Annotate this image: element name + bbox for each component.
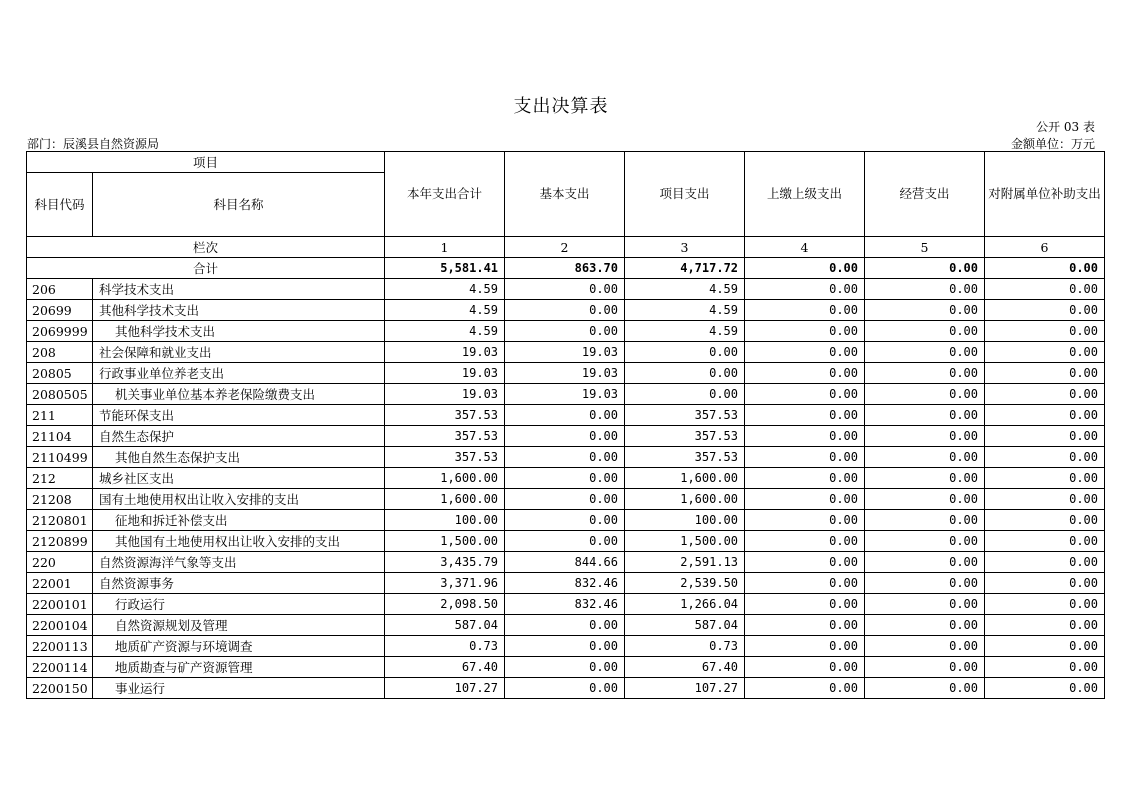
- amount-cell: 4.59: [625, 300, 745, 321]
- amount-cell: 0.00: [985, 510, 1105, 531]
- total-value: 863.70: [505, 258, 625, 279]
- subject-name: 地质勘查与矿产资源管理: [93, 657, 385, 678]
- amount-cell: 0.00: [505, 489, 625, 510]
- subject-name: 行政事业单位养老支出: [93, 363, 385, 384]
- page-title: 支出决算表: [513, 96, 609, 117]
- subject-name: 行政运行: [93, 594, 385, 615]
- amount-cell: 0.00: [985, 363, 1105, 384]
- amount-cell: 67.40: [625, 657, 745, 678]
- subject-code: 21208: [27, 489, 93, 510]
- amount-cell: 19.03: [505, 384, 625, 405]
- table-row: [27, 279, 1105, 300]
- amount-cell: 0.73: [625, 636, 745, 657]
- amount-cell: 587.04: [385, 615, 505, 636]
- subject-code: 21104: [27, 426, 93, 447]
- subject-code: 206: [27, 279, 93, 300]
- column-number: 5: [865, 237, 985, 258]
- amount-cell: 100.00: [385, 510, 505, 531]
- amount-cell: 0.00: [865, 510, 985, 531]
- amount-cell: 0.00: [745, 468, 865, 489]
- amount-cell: 0.00: [865, 279, 985, 300]
- amount-cell: 107.27: [625, 678, 745, 699]
- amount-cell: 0.00: [745, 615, 865, 636]
- department-label: 部门：辰溪县自然资源局: [27, 137, 160, 151]
- table-row: [27, 636, 1105, 657]
- table-row: [27, 363, 1105, 384]
- amount-cell: 0.00: [505, 657, 625, 678]
- subject-code: 2200113: [27, 636, 93, 657]
- amount-cell: 0.00: [505, 615, 625, 636]
- amount-cell: 1,600.00: [385, 489, 505, 510]
- amount-cell: 0.00: [745, 678, 865, 699]
- header-name: 科目名称: [93, 173, 385, 237]
- table-row: [27, 573, 1105, 594]
- subject-name: 社会保障和就业支出: [93, 342, 385, 363]
- total-row: [27, 258, 1105, 279]
- amount-cell: 0.00: [985, 405, 1105, 426]
- column-number: 3: [625, 237, 745, 258]
- amount-cell: 0.00: [985, 426, 1105, 447]
- table-row: [27, 300, 1105, 321]
- subject-code: 208: [27, 342, 93, 363]
- table-row: [27, 468, 1105, 489]
- total-value: 4,717.72: [625, 258, 745, 279]
- table-row: [27, 321, 1105, 342]
- amount-cell: 0.00: [505, 678, 625, 699]
- total-value: 0.00: [865, 258, 985, 279]
- amount-cell: 0.00: [985, 573, 1105, 594]
- amount-cell: 0.00: [865, 594, 985, 615]
- header-upper-payment: 上缴上级支出: [745, 152, 865, 237]
- amount-cell: 0.00: [865, 426, 985, 447]
- table-row: [27, 447, 1105, 468]
- amount-cell: 832.46: [505, 573, 625, 594]
- subject-code: 2120899: [27, 531, 93, 552]
- amount-cell: 0.00: [505, 510, 625, 531]
- amount-cell: 0.00: [745, 489, 865, 510]
- amount-cell: 0.00: [865, 468, 985, 489]
- expenditure-table: [26, 151, 1105, 699]
- subject-name: 自然资源规划及管理: [93, 615, 385, 636]
- amount-cell: 0.00: [985, 342, 1105, 363]
- amount-cell: 0.00: [745, 279, 865, 300]
- subject-name: 其他自然生态保护支出: [93, 447, 385, 468]
- amount-cell: 0.00: [985, 447, 1105, 468]
- amount-cell: 1,600.00: [385, 468, 505, 489]
- subject-code: 22001: [27, 573, 93, 594]
- amount-cell: 0.00: [865, 573, 985, 594]
- amount-cell: 0.00: [865, 489, 985, 510]
- subject-name: 机关事业单位基本养老保险缴费支出: [93, 384, 385, 405]
- amount-cell: 2,539.50: [625, 573, 745, 594]
- amount-cell: 0.00: [505, 321, 625, 342]
- amount-cell: 1,600.00: [625, 468, 745, 489]
- subject-code: 2110499: [27, 447, 93, 468]
- amount-cell: 0.00: [505, 531, 625, 552]
- amount-cell: 0.00: [505, 636, 625, 657]
- amount-cell: 0.00: [865, 636, 985, 657]
- table-row: [27, 615, 1105, 636]
- table-row: [27, 426, 1105, 447]
- subject-code: 220: [27, 552, 93, 573]
- amount-cell: 357.53: [385, 426, 505, 447]
- amount-cell: 0.00: [865, 657, 985, 678]
- total-value: 5,581.41: [385, 258, 505, 279]
- amount-cell: 0.00: [865, 447, 985, 468]
- amount-cell: 19.03: [385, 342, 505, 363]
- amount-cell: 0.00: [865, 678, 985, 699]
- subject-code: 2200150: [27, 678, 93, 699]
- subject-code: 20805: [27, 363, 93, 384]
- subject-name: 自然资源海洋气象等支出: [93, 552, 385, 573]
- amount-cell: 0.00: [505, 447, 625, 468]
- subject-code: 2200104: [27, 615, 93, 636]
- amount-cell: 357.53: [625, 405, 745, 426]
- amount-cell: 0.00: [745, 342, 865, 363]
- table-row: [27, 552, 1105, 573]
- header-project: 项目: [27, 152, 385, 173]
- amount-cell: 19.03: [505, 363, 625, 384]
- amount-cell: 0.00: [745, 636, 865, 657]
- amount-cell: 0.00: [745, 405, 865, 426]
- table-row: [27, 657, 1105, 678]
- amount-cell: 0.00: [985, 552, 1105, 573]
- amount-cell: 4.59: [385, 300, 505, 321]
- subject-code: 212: [27, 468, 93, 489]
- amount-cell: 4.59: [625, 321, 745, 342]
- amount-cell: 3,371.96: [385, 573, 505, 594]
- amount-cell: 0.00: [865, 300, 985, 321]
- subject-name: 其他科学技术支出: [93, 321, 385, 342]
- amount-cell: 0.00: [985, 678, 1105, 699]
- amount-cell: 1,266.04: [625, 594, 745, 615]
- subject-code: 2069999: [27, 321, 93, 342]
- subject-code: 2080505: [27, 384, 93, 405]
- header-code: 科目代码: [27, 173, 93, 237]
- amount-cell: 0.00: [745, 573, 865, 594]
- amount-cell: 0.00: [985, 321, 1105, 342]
- subject-name: 其他科学技术支出: [93, 300, 385, 321]
- amount-cell: 0.00: [505, 426, 625, 447]
- subject-name: 节能环保支出: [93, 405, 385, 426]
- table-row: [27, 510, 1105, 531]
- amount-cell: 357.53: [385, 447, 505, 468]
- total-label: 合计: [27, 258, 385, 279]
- amount-cell: 4.59: [385, 279, 505, 300]
- amount-cell: 0.00: [865, 384, 985, 405]
- amount-cell: 0.00: [505, 468, 625, 489]
- amount-cell: 0.00: [985, 636, 1105, 657]
- amount-cell: 0.00: [745, 531, 865, 552]
- subject-code: 20699: [27, 300, 93, 321]
- subject-name: 事业运行: [93, 678, 385, 699]
- column-number: 6: [985, 237, 1105, 258]
- amount-cell: 0.00: [745, 447, 865, 468]
- amount-cell: 0.00: [745, 657, 865, 678]
- table-row: [27, 489, 1105, 510]
- table-row: [27, 531, 1105, 552]
- column-number-label: 栏次: [27, 237, 385, 258]
- amount-cell: 2,098.50: [385, 594, 505, 615]
- amount-cell: 0.00: [985, 531, 1105, 552]
- amount-cell: 357.53: [625, 447, 745, 468]
- amount-cell: 0.00: [985, 615, 1105, 636]
- amount-cell: 0.00: [745, 426, 865, 447]
- amount-cell: 0.00: [985, 300, 1105, 321]
- amount-cell: 0.00: [865, 321, 985, 342]
- amount-cell: 0.73: [385, 636, 505, 657]
- form-number: 公开 03 表: [1036, 120, 1095, 134]
- amount-cell: 4.59: [385, 321, 505, 342]
- amount-cell: 19.03: [385, 384, 505, 405]
- amount-cell: 844.66: [505, 552, 625, 573]
- subject-code: 211: [27, 405, 93, 426]
- header-total: 本年支出合计: [385, 152, 505, 237]
- header-basic: 基本支出: [505, 152, 625, 237]
- subject-name: 自然生态保护: [93, 426, 385, 447]
- table-row: [27, 342, 1105, 363]
- total-value: 0.00: [985, 258, 1105, 279]
- subject-name: 征地和拆迁补偿支出: [93, 510, 385, 531]
- amount-cell: 357.53: [385, 405, 505, 426]
- amount-cell: 0.00: [745, 510, 865, 531]
- amount-cell: 0.00: [865, 342, 985, 363]
- table-row: [27, 594, 1105, 615]
- amount-unit-label: 金额单位：万元: [1010, 137, 1095, 151]
- amount-cell: 0.00: [865, 531, 985, 552]
- amount-cell: 0.00: [505, 405, 625, 426]
- amount-cell: 0.00: [985, 657, 1105, 678]
- amount-cell: 0.00: [625, 384, 745, 405]
- amount-cell: 67.40: [385, 657, 505, 678]
- amount-cell: 0.00: [745, 552, 865, 573]
- table-row: [27, 678, 1105, 699]
- amount-cell: 1,500.00: [385, 531, 505, 552]
- subject-name: 其他国有土地使用权出让收入安排的支出: [93, 531, 385, 552]
- amount-cell: 0.00: [505, 279, 625, 300]
- amount-cell: 19.03: [505, 342, 625, 363]
- amount-cell: 3,435.79: [385, 552, 505, 573]
- amount-cell: 1,600.00: [625, 489, 745, 510]
- amount-cell: 0.00: [745, 300, 865, 321]
- amount-cell: 0.00: [865, 405, 985, 426]
- amount-cell: 0.00: [745, 384, 865, 405]
- amount-cell: 2,591.13: [625, 552, 745, 573]
- amount-cell: 19.03: [385, 363, 505, 384]
- amount-cell: 0.00: [985, 468, 1105, 489]
- amount-cell: 587.04: [625, 615, 745, 636]
- column-number: 1: [385, 237, 505, 258]
- header-subsidy: 对附属单位补助支出: [985, 152, 1105, 237]
- column-number: 2: [505, 237, 625, 258]
- amount-cell: 832.46: [505, 594, 625, 615]
- amount-cell: 0.00: [505, 300, 625, 321]
- amount-cell: 0.00: [865, 552, 985, 573]
- header-project-expenditure: 项目支出: [625, 152, 745, 237]
- amount-cell: 1,500.00: [625, 531, 745, 552]
- amount-cell: 0.00: [625, 342, 745, 363]
- subject-code: 2120801: [27, 510, 93, 531]
- table-row: [27, 384, 1105, 405]
- total-value: 0.00: [745, 258, 865, 279]
- amount-cell: 357.53: [625, 426, 745, 447]
- column-number: 4: [745, 237, 865, 258]
- amount-cell: 0.00: [985, 279, 1105, 300]
- amount-cell: 0.00: [745, 363, 865, 384]
- amount-cell: 0.00: [745, 321, 865, 342]
- amount-cell: 0.00: [745, 594, 865, 615]
- subject-code: 2200101: [27, 594, 93, 615]
- amount-cell: 107.27: [385, 678, 505, 699]
- amount-cell: 100.00: [625, 510, 745, 531]
- amount-cell: 0.00: [625, 363, 745, 384]
- amount-cell: 0.00: [865, 615, 985, 636]
- amount-cell: 0.00: [865, 363, 985, 384]
- amount-cell: 0.00: [985, 594, 1105, 615]
- header-business: 经营支出: [865, 152, 985, 237]
- column-number-row: [27, 237, 1105, 258]
- subject-name: 地质矿产资源与环境调查: [93, 636, 385, 657]
- subject-code: 2200114: [27, 657, 93, 678]
- subject-name: 科学技术支出: [93, 279, 385, 300]
- table-row: [27, 405, 1105, 426]
- subject-name: 国有土地使用权出让收入安排的支出: [93, 489, 385, 510]
- amount-cell: 0.00: [985, 489, 1105, 510]
- subject-name: 城乡社区支出: [93, 468, 385, 489]
- amount-cell: 4.59: [625, 279, 745, 300]
- amount-cell: 0.00: [985, 384, 1105, 405]
- subject-name: 自然资源事务: [93, 573, 385, 594]
